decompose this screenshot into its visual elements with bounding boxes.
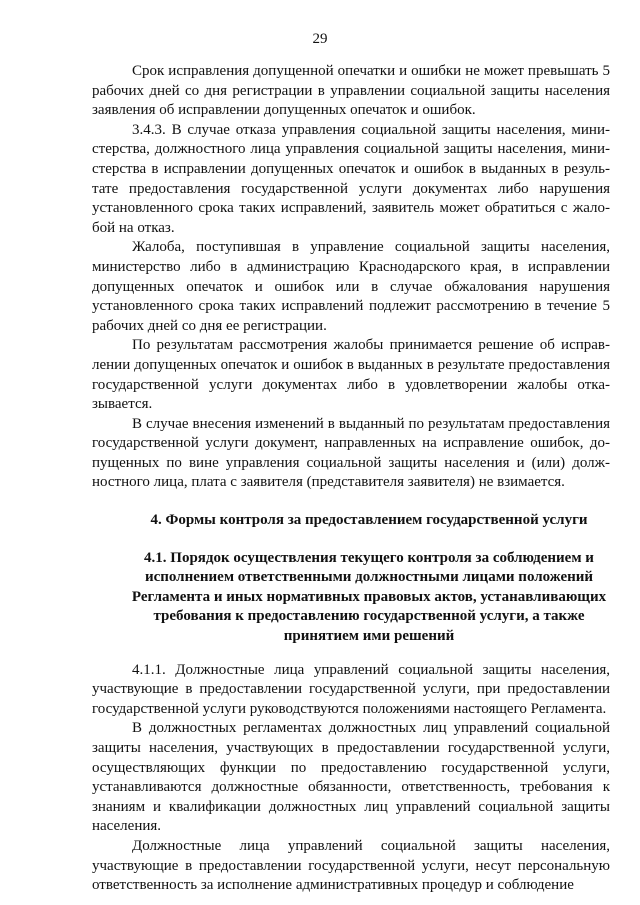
document-body	[92, 62, 610, 896]
page-number: 29	[312, 31, 328, 47]
paragraph-complaint: Жалоба, поступившая в управление социальной защиты населения, министерство либо в администрацию Краснодарского края, в исправлении допущенных опечаток и ошибок или в случае обжалования нарушения установленного срока таких исправлений подлежит рассмотрению в течение 5 рабочих дней со дня ее регистрации.	[92, 239, 610, 334]
paragraph-correction-deadline: Срок исправления допущенной опечатки и ошибки не может превышать 5 рабочих дней со дня регистрации в управлении социальной защиты населения заявления об исправлении допущенных опечаток и ошибок.	[92, 63, 610, 119]
paragraph-personal-responsibility: Должностные лица управлений социальной защиты населения, участвующие в предоставлении государственной услуги, несут персональную ответственность за исполнение административных процедур и соблюдение	[92, 837, 610, 894]
paragraph-complaint-result: По результатам рассмотрения жалобы принимается решение об исправлении допущенных опечаток и ошибок в выданных в результате предоставления государственной услуги документах либо в удовлетворении жалобы отказывается.	[92, 337, 610, 413]
paragraph-no-fee: В случае внесения изменений в выданный по результатам предоставления государственной услуги документ, направленных на исправление ошибок, допущенных по вине управления социальной защиты населения и (или) должностного лица, плата с заявителя (представителя заявителя) не взимается.	[92, 415, 610, 491]
paragraph-job-regulations: В должностных регламентах должностных лиц управлений социальной защиты населения, участвующих в предоставлении государственной услуги, осуществляющих функции по предоставлению государственной услуги, устанавливаются должностные обязанности, ответственность, требования к знаниям и квалификации должностных лиц управлений социальной защиты населения.	[92, 720, 610, 835]
section-heading-4: 4. Формы контроля за предоставлением государственной услуги	[150, 512, 588, 529]
paragraph-4-1-1: 4.1.1. Должностные лица управлений социальной защиты населения, участвующие в предоставлении государственной услуги, при предоставлении государственной услуги руководствуются положениями настоящего Регламента.	[92, 661, 610, 717]
paragraph-3-4-3: 3.4.3. В случае отказа управления социальной защиты населения, министерства, должностного лица управления социальной защиты населения, министерства в исправлении допущенных опечаток и ошибок в выданных в результате предоставления государственной услуги документах либо нарушения установленного срока таких исправлений, заявитель может обратиться с жалобой на отказ.	[92, 121, 610, 236]
section-heading-4-1: 4.1. Порядок осуществления текущего контроля за соблюдением и исполнением ответственными должностными лицами положений Регламента и иных нормативных правовых актов, устанавливающих требования к предоставлению государственной услуги, а также принятием ими решений	[131, 549, 607, 645]
